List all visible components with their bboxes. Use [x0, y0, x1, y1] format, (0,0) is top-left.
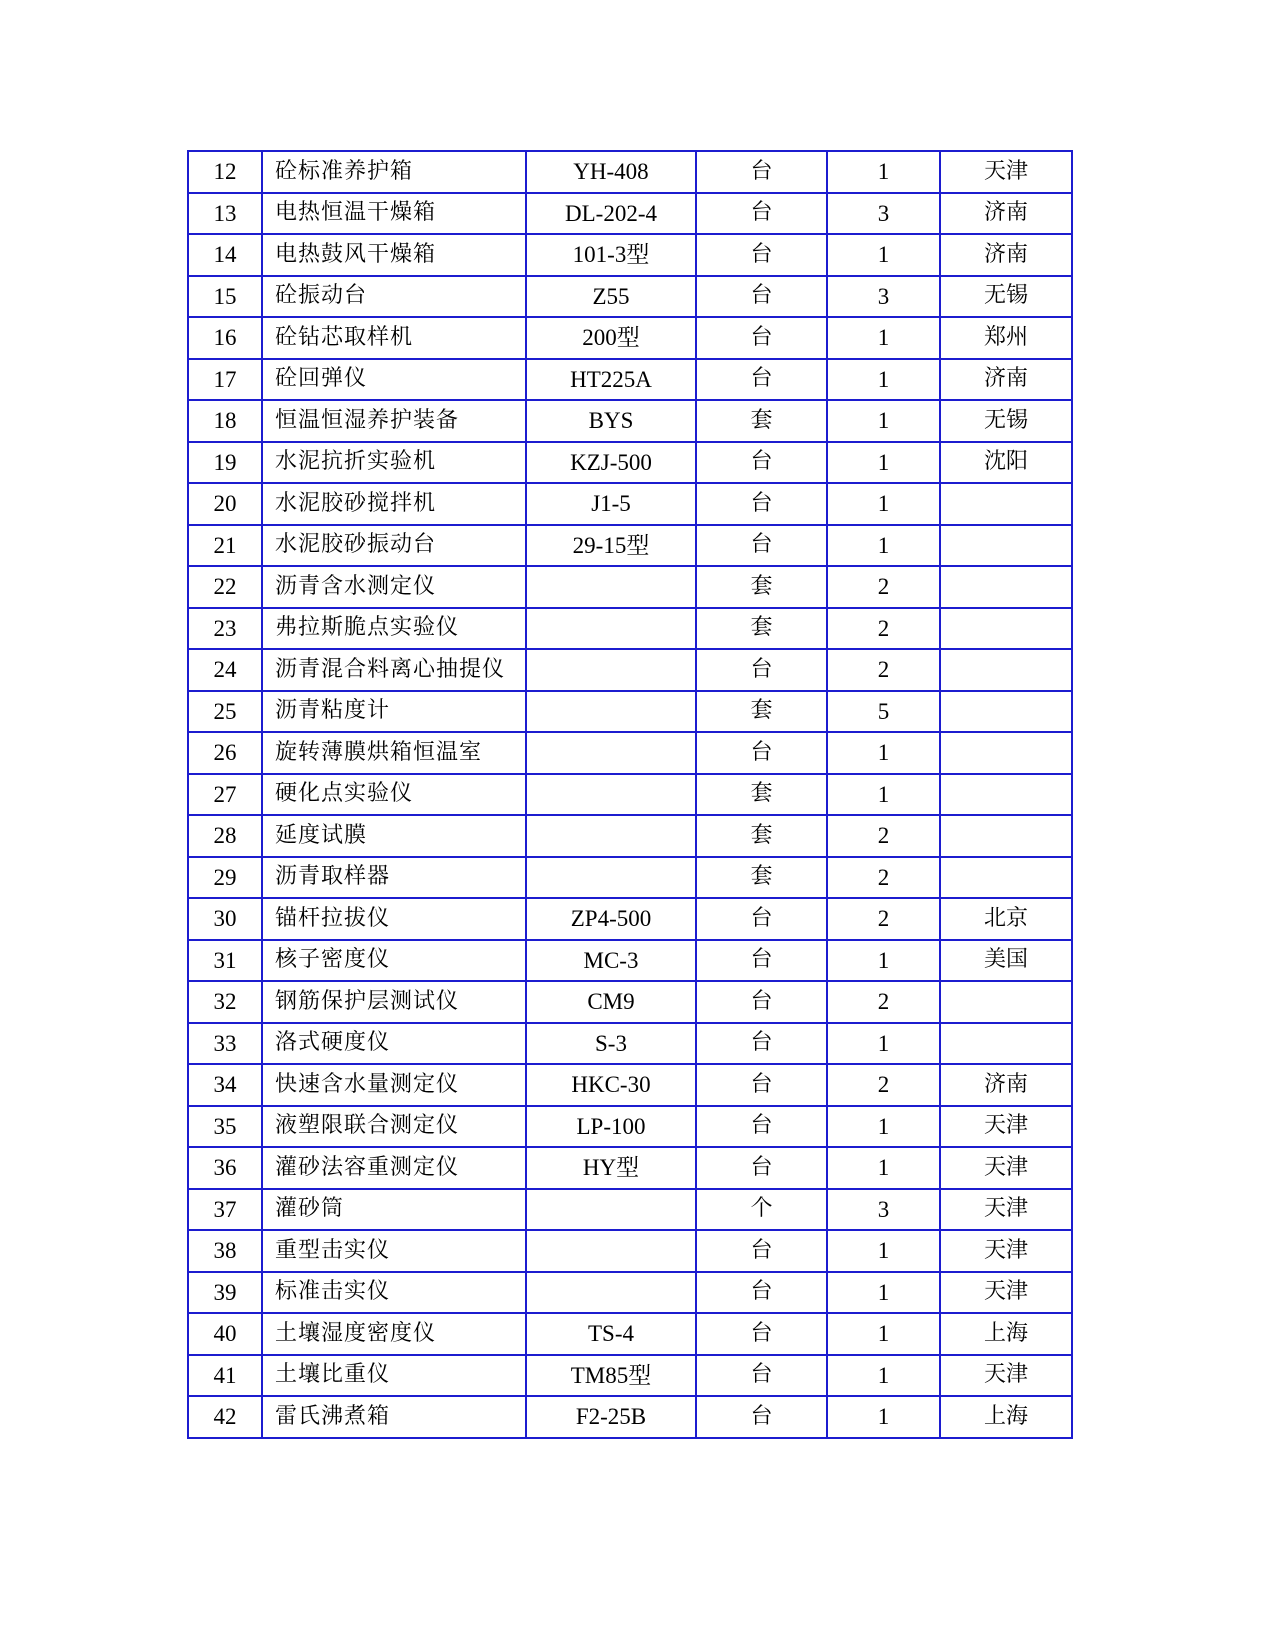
- cell-unit: 台: [696, 151, 827, 193]
- table-row: [188, 857, 1072, 899]
- cell-equipment-name: 砼回弹仪: [262, 359, 526, 401]
- equipment-table-body: [188, 151, 1072, 1438]
- cell-quantity: 2: [827, 1064, 940, 1106]
- cell-quantity: 2: [827, 857, 940, 899]
- cell-quantity: 1: [827, 1272, 940, 1314]
- cell-origin: 上海: [940, 1313, 1072, 1355]
- cell-number: 37: [188, 1189, 262, 1231]
- cell-model: [526, 732, 696, 774]
- table-row: [188, 898, 1072, 940]
- cell-origin: [940, 774, 1072, 816]
- cell-quantity: 1: [827, 1230, 940, 1272]
- cell-quantity: 2: [827, 566, 940, 608]
- cell-unit: 台: [696, 193, 827, 235]
- cell-number: 12: [188, 151, 262, 193]
- cell-origin: [940, 815, 1072, 857]
- cell-unit: 套: [696, 608, 827, 650]
- cell-origin: 济南: [940, 234, 1072, 276]
- table-row: [188, 649, 1072, 691]
- cell-quantity: 3: [827, 1189, 940, 1231]
- cell-equipment-name: 标准击实仪: [262, 1272, 526, 1314]
- cell-quantity: 1: [827, 525, 940, 567]
- table-row: [188, 525, 1072, 567]
- cell-equipment-name: 土壤比重仪: [262, 1355, 526, 1397]
- cell-unit: 台: [696, 234, 827, 276]
- cell-equipment-name: 弗拉斯脆点实验仪: [262, 608, 526, 650]
- cell-number: 30: [188, 898, 262, 940]
- table-row: [188, 732, 1072, 774]
- cell-quantity: 1: [827, 359, 940, 401]
- cell-equipment-name: 水泥胶砂振动台: [262, 525, 526, 567]
- cell-number: 42: [188, 1396, 262, 1438]
- cell-number: 32: [188, 981, 262, 1023]
- table-row: [188, 276, 1072, 318]
- cell-model: 101-3型: [526, 234, 696, 276]
- cell-unit: 台: [696, 525, 827, 567]
- cell-quantity: 3: [827, 193, 940, 235]
- cell-model: F2-25B: [526, 1396, 696, 1438]
- cell-number: 39: [188, 1272, 262, 1314]
- table-row: [188, 566, 1072, 608]
- cell-equipment-name: 锚杆拉拔仪: [262, 898, 526, 940]
- table-row: [188, 1230, 1072, 1272]
- table-row: [188, 1355, 1072, 1397]
- cell-model: TS-4: [526, 1313, 696, 1355]
- cell-number: 36: [188, 1147, 262, 1189]
- cell-quantity: 1: [827, 1313, 940, 1355]
- cell-model: BYS: [526, 400, 696, 442]
- cell-model: Z55: [526, 276, 696, 318]
- cell-number: 28: [188, 815, 262, 857]
- cell-quantity: 1: [827, 442, 940, 484]
- cell-quantity: 1: [827, 483, 940, 525]
- cell-unit: 台: [696, 442, 827, 484]
- cell-model: [526, 857, 696, 899]
- cell-quantity: 2: [827, 815, 940, 857]
- cell-unit: 套: [696, 566, 827, 608]
- cell-quantity: 1: [827, 774, 940, 816]
- cell-unit: 台: [696, 1106, 827, 1148]
- cell-equipment-name: 土壤湿度密度仪: [262, 1313, 526, 1355]
- cell-quantity: 1: [827, 1023, 940, 1065]
- cell-equipment-name: 沥青含水测定仪: [262, 566, 526, 608]
- table-row: [188, 1396, 1072, 1438]
- cell-model: [526, 1272, 696, 1314]
- cell-equipment-name: 水泥抗折实验机: [262, 442, 526, 484]
- cell-equipment-name: 沥青取样器: [262, 857, 526, 899]
- cell-number: 20: [188, 483, 262, 525]
- cell-quantity: 5: [827, 691, 940, 733]
- cell-origin: 天津: [940, 1189, 1072, 1231]
- table-row: [188, 1272, 1072, 1314]
- cell-number: 22: [188, 566, 262, 608]
- table-row: [188, 981, 1072, 1023]
- cell-origin: [940, 649, 1072, 691]
- cell-equipment-name: 电热恒温干燥箱: [262, 193, 526, 235]
- cell-number: 24: [188, 649, 262, 691]
- table-row: [188, 400, 1072, 442]
- cell-origin: 美国: [940, 940, 1072, 982]
- cell-model: 200型: [526, 317, 696, 359]
- cell-unit: 台: [696, 940, 827, 982]
- table-row: [188, 442, 1072, 484]
- cell-number: 40: [188, 1313, 262, 1355]
- cell-unit: 台: [696, 898, 827, 940]
- table-row: [188, 1313, 1072, 1355]
- table-row: [188, 359, 1072, 401]
- table-row: [188, 691, 1072, 733]
- cell-origin: 济南: [940, 359, 1072, 401]
- table-row: [188, 1064, 1072, 1106]
- table-row: [188, 193, 1072, 235]
- cell-quantity: 2: [827, 608, 940, 650]
- cell-number: 23: [188, 608, 262, 650]
- cell-origin: [940, 566, 1072, 608]
- cell-origin: 天津: [940, 1230, 1072, 1272]
- cell-number: 17: [188, 359, 262, 401]
- cell-quantity: 1: [827, 151, 940, 193]
- cell-quantity: 1: [827, 317, 940, 359]
- table-row: [188, 151, 1072, 193]
- cell-unit: 台: [696, 1023, 827, 1065]
- cell-number: 41: [188, 1355, 262, 1397]
- cell-unit: 台: [696, 317, 827, 359]
- cell-model: ZP4-500: [526, 898, 696, 940]
- cell-origin: [940, 483, 1072, 525]
- cell-unit: 套: [696, 857, 827, 899]
- cell-equipment-name: 液塑限联合测定仪: [262, 1106, 526, 1148]
- cell-number: 38: [188, 1230, 262, 1272]
- cell-origin: 济南: [940, 1064, 1072, 1106]
- cell-number: 14: [188, 234, 262, 276]
- cell-model: TM85型: [526, 1355, 696, 1397]
- cell-equipment-name: 沥青粘度计: [262, 691, 526, 733]
- cell-model: S-3: [526, 1023, 696, 1065]
- cell-number: 33: [188, 1023, 262, 1065]
- cell-quantity: 2: [827, 898, 940, 940]
- table-row: [188, 1023, 1072, 1065]
- cell-model: [526, 649, 696, 691]
- cell-model: [526, 774, 696, 816]
- cell-model: MC-3: [526, 940, 696, 982]
- cell-unit: 套: [696, 774, 827, 816]
- cell-origin: [940, 857, 1072, 899]
- cell-origin: 无锡: [940, 400, 1072, 442]
- cell-number: 18: [188, 400, 262, 442]
- cell-origin: 无锡: [940, 276, 1072, 318]
- cell-unit: 台: [696, 276, 827, 318]
- cell-number: 26: [188, 732, 262, 774]
- cell-unit: 台: [696, 483, 827, 525]
- cell-equipment-name: 洛式硬度仪: [262, 1023, 526, 1065]
- cell-origin: [940, 525, 1072, 567]
- cell-equipment-name: 砼振动台: [262, 276, 526, 318]
- cell-equipment-name: 灌砂法容重测定仪: [262, 1147, 526, 1189]
- cell-unit: 台: [696, 649, 827, 691]
- cell-model: HT225A: [526, 359, 696, 401]
- cell-model: [526, 566, 696, 608]
- cell-unit: 套: [696, 400, 827, 442]
- cell-model: [526, 608, 696, 650]
- cell-model: DL-202-4: [526, 193, 696, 235]
- cell-number: 15: [188, 276, 262, 318]
- cell-quantity: 1: [827, 732, 940, 774]
- cell-unit: 台: [696, 1230, 827, 1272]
- cell-model: CM9: [526, 981, 696, 1023]
- cell-model: HY型: [526, 1147, 696, 1189]
- cell-quantity: 1: [827, 234, 940, 276]
- cell-unit: 台: [696, 1355, 827, 1397]
- cell-quantity: 1: [827, 1106, 940, 1148]
- cell-model: YH-408: [526, 151, 696, 193]
- cell-origin: [940, 981, 1072, 1023]
- cell-equipment-name: 灌砂筒: [262, 1189, 526, 1231]
- table-row: [188, 317, 1072, 359]
- cell-origin: 天津: [940, 1355, 1072, 1397]
- cell-unit: 台: [696, 359, 827, 401]
- cell-equipment-name: 硬化点实验仪: [262, 774, 526, 816]
- cell-model: KZJ-500: [526, 442, 696, 484]
- cell-unit: 台: [696, 732, 827, 774]
- cell-unit: 台: [696, 1064, 827, 1106]
- cell-unit: 台: [696, 981, 827, 1023]
- cell-origin: 济南: [940, 193, 1072, 235]
- table-row: [188, 1189, 1072, 1231]
- table-row: [188, 815, 1072, 857]
- cell-model: J1-5: [526, 483, 696, 525]
- cell-model: [526, 691, 696, 733]
- cell-quantity: 1: [827, 400, 940, 442]
- cell-equipment-name: 沥青混合料离心抽提仪: [262, 649, 526, 691]
- cell-equipment-name: 重型击实仪: [262, 1230, 526, 1272]
- cell-quantity: 2: [827, 649, 940, 691]
- cell-quantity: 3: [827, 276, 940, 318]
- cell-equipment-name: 水泥胶砂搅拌机: [262, 483, 526, 525]
- table-row: [188, 1147, 1072, 1189]
- cell-number: 13: [188, 193, 262, 235]
- cell-model: [526, 815, 696, 857]
- cell-equipment-name: 快速含水量测定仪: [262, 1064, 526, 1106]
- table-row: [188, 234, 1072, 276]
- cell-equipment-name: 钢筋保护层测试仪: [262, 981, 526, 1023]
- cell-number: 16: [188, 317, 262, 359]
- cell-origin: 郑州: [940, 317, 1072, 359]
- cell-unit: 套: [696, 691, 827, 733]
- cell-number: 27: [188, 774, 262, 816]
- cell-number: 25: [188, 691, 262, 733]
- cell-unit: 台: [696, 1147, 827, 1189]
- table-row: [188, 483, 1072, 525]
- cell-equipment-name: 雷氏沸煮箱: [262, 1396, 526, 1438]
- cell-model: 29-15型: [526, 525, 696, 567]
- table-row: [188, 1106, 1072, 1148]
- cell-origin: 沈阳: [940, 442, 1072, 484]
- cell-equipment-name: 砼钻芯取样机: [262, 317, 526, 359]
- cell-origin: [940, 691, 1072, 733]
- cell-origin: [940, 732, 1072, 774]
- cell-equipment-name: 恒温恒湿养护装备: [262, 400, 526, 442]
- cell-equipment-name: 旋转薄膜烘箱恒温室: [262, 732, 526, 774]
- table-row: [188, 940, 1072, 982]
- cell-model: LP-100: [526, 1106, 696, 1148]
- equipment-table: [187, 150, 1073, 1439]
- cell-quantity: 1: [827, 1396, 940, 1438]
- cell-unit: 个: [696, 1189, 827, 1231]
- cell-number: 19: [188, 442, 262, 484]
- cell-origin: 天津: [940, 1272, 1072, 1314]
- cell-origin: 天津: [940, 151, 1072, 193]
- cell-number: 31: [188, 940, 262, 982]
- table-row: [188, 608, 1072, 650]
- cell-equipment-name: 砼标准养护箱: [262, 151, 526, 193]
- cell-unit: 台: [696, 1272, 827, 1314]
- cell-model: [526, 1230, 696, 1272]
- cell-equipment-name: 核子密度仪: [262, 940, 526, 982]
- cell-equipment-name: 延度试膜: [262, 815, 526, 857]
- cell-model: HKC-30: [526, 1064, 696, 1106]
- cell-origin: [940, 608, 1072, 650]
- table-row: [188, 774, 1072, 816]
- cell-origin: [940, 1023, 1072, 1065]
- cell-unit: 套: [696, 815, 827, 857]
- cell-origin: 天津: [940, 1106, 1072, 1148]
- cell-number: 35: [188, 1106, 262, 1148]
- cell-number: 21: [188, 525, 262, 567]
- cell-unit: 台: [696, 1396, 827, 1438]
- cell-origin: 天津: [940, 1147, 1072, 1189]
- cell-number: 34: [188, 1064, 262, 1106]
- cell-quantity: 1: [827, 1147, 940, 1189]
- cell-origin: 北京: [940, 898, 1072, 940]
- cell-origin: 上海: [940, 1396, 1072, 1438]
- cell-quantity: 1: [827, 940, 940, 982]
- cell-model: [526, 1189, 696, 1231]
- cell-equipment-name: 电热鼓风干燥箱: [262, 234, 526, 276]
- cell-quantity: 2: [827, 981, 940, 1023]
- cell-unit: 台: [696, 1313, 827, 1355]
- cell-number: 29: [188, 857, 262, 899]
- cell-quantity: 1: [827, 1355, 940, 1397]
